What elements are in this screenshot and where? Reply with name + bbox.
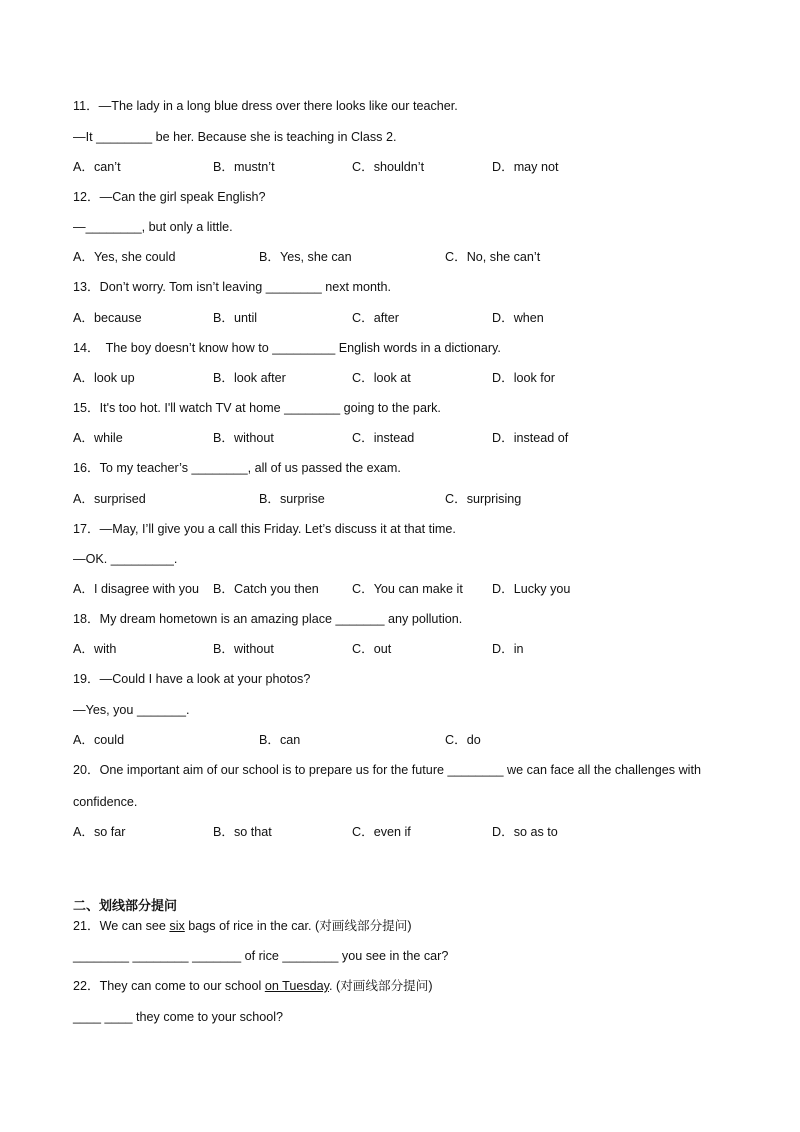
stem-text: bags of rice in the car. (对画线部分提问) bbox=[184, 919, 412, 933]
option-c: C．surprising bbox=[445, 492, 522, 506]
option-d: D．when bbox=[492, 311, 544, 325]
question-13-stem bbox=[73, 279, 391, 295]
question-12-line2: —________, but only a little. bbox=[73, 220, 233, 234]
question-number: 17． bbox=[73, 522, 100, 536]
option-c: C．out bbox=[352, 642, 392, 656]
option-c: C．even if bbox=[352, 825, 411, 839]
question-number: 13． bbox=[73, 280, 100, 294]
option-d: D．in bbox=[492, 642, 524, 656]
question-22-stem bbox=[73, 978, 433, 994]
question-number: 12． bbox=[73, 190, 100, 204]
option-b: B．without bbox=[213, 431, 274, 445]
question-20-stem bbox=[73, 762, 701, 778]
option-a: A．so far bbox=[73, 825, 126, 839]
question-19-line2: —Yes, you _______. bbox=[73, 703, 190, 717]
question-20-line2: confidence. bbox=[73, 795, 138, 809]
option-d: D．so as to bbox=[492, 825, 558, 839]
option-a: A．surprised bbox=[73, 492, 146, 506]
stem-text: One important aim of our school is to prepare us for the future ________ we can face all the challenges with bbox=[99, 763, 701, 777]
option-b: B．can bbox=[259, 733, 301, 747]
stem-text: My dream hometown is an amazing place _______ any pollution. bbox=[99, 612, 463, 626]
option-a: A．while bbox=[73, 431, 123, 445]
option-b: B．surprise bbox=[259, 492, 325, 506]
stem-text: —May, I’ll give you a call this Friday. Let’s discuss it at that time. bbox=[99, 522, 456, 536]
option-c: C．do bbox=[445, 733, 481, 747]
stem-text: . (对画线部分提问) bbox=[329, 979, 433, 993]
question-number: 20． bbox=[73, 763, 100, 777]
section-heading: 二、划线部分提问 bbox=[73, 898, 178, 913]
question-number: 16． bbox=[73, 461, 100, 475]
option-a: A．I disagree with you bbox=[73, 582, 199, 596]
option-c: C．You can make it bbox=[352, 582, 463, 596]
underlined-text: six bbox=[169, 919, 185, 933]
question-number: 18． bbox=[73, 612, 100, 626]
question-21-answer-line: ________ ________ _______ of rice ________ you see in the car? bbox=[73, 949, 449, 963]
option-a: A．could bbox=[73, 733, 125, 747]
question-14-stem bbox=[73, 340, 501, 356]
option-b: B．look after bbox=[213, 371, 286, 385]
stem-text: To my teacher’s ________, all of us passed the exam. bbox=[99, 461, 401, 475]
stem-text: It's too hot. I'll watch TV at home ________ going to the park. bbox=[99, 401, 441, 415]
option-c: C．instead bbox=[352, 431, 415, 445]
stem-text: —Could I have a look at your photos? bbox=[99, 672, 311, 686]
option-a: A．Yes, she could bbox=[73, 250, 176, 264]
option-b: B．so that bbox=[213, 825, 272, 839]
question-number: 15． bbox=[73, 401, 100, 415]
question-15-stem bbox=[73, 400, 441, 416]
question-16-stem bbox=[73, 460, 401, 476]
question-22-answer-line: ____ ____ they come to your school? bbox=[73, 1010, 284, 1024]
question-number: 11． bbox=[73, 99, 99, 113]
question-12-stem bbox=[73, 189, 266, 205]
option-c: C．shouldn’t bbox=[352, 160, 425, 174]
question-number: 21． bbox=[73, 919, 100, 933]
option-b: B．Yes, she can bbox=[259, 250, 352, 264]
option-c: C．No, she can’t bbox=[445, 250, 541, 264]
underlined-text: on Tuesday bbox=[264, 979, 329, 993]
option-c: C．after bbox=[352, 311, 399, 325]
option-b: B．mustn’t bbox=[213, 160, 275, 174]
stem-text: They can come to our school bbox=[99, 979, 265, 993]
option-a: A．look up bbox=[73, 371, 135, 385]
option-b: B．without bbox=[213, 642, 274, 656]
question-number: 19． bbox=[73, 672, 100, 686]
option-a: A．because bbox=[73, 311, 142, 325]
option-d: D．look for bbox=[492, 371, 555, 385]
question-18-stem bbox=[73, 611, 462, 627]
stem-text: —Can the girl speak English? bbox=[99, 190, 266, 204]
option-d: D．may not bbox=[492, 160, 559, 174]
option-b: B．until bbox=[213, 311, 258, 325]
stem-text: We can see bbox=[99, 919, 170, 933]
question-17-line2: —OK. _________. bbox=[73, 552, 178, 566]
question-21-stem bbox=[73, 918, 412, 934]
stem-text: The boy doesn’t know how to _________ English words in a dictionary. bbox=[105, 341, 501, 355]
question-11-stem bbox=[73, 98, 458, 114]
stem-text: —The lady in a long blue dress over there looks like our teacher. bbox=[98, 99, 458, 113]
option-d: D．instead of bbox=[492, 431, 569, 445]
option-d: D．Lucky you bbox=[492, 582, 571, 596]
option-b: B．Catch you then bbox=[213, 582, 319, 596]
question-number: 14． bbox=[73, 341, 100, 355]
question-19-stem bbox=[73, 671, 310, 687]
question-17-stem bbox=[73, 521, 456, 537]
option-c: C．look at bbox=[352, 371, 411, 385]
question-number: 22． bbox=[73, 979, 100, 993]
question-11-line2: —It ________ be her. Because she is teaching in Class 2. bbox=[73, 130, 397, 144]
option-a: A．with bbox=[73, 642, 117, 656]
option-a: A．can’t bbox=[73, 160, 121, 174]
stem-text: Don’t worry. Tom isn’t leaving ________ next month. bbox=[99, 280, 392, 294]
